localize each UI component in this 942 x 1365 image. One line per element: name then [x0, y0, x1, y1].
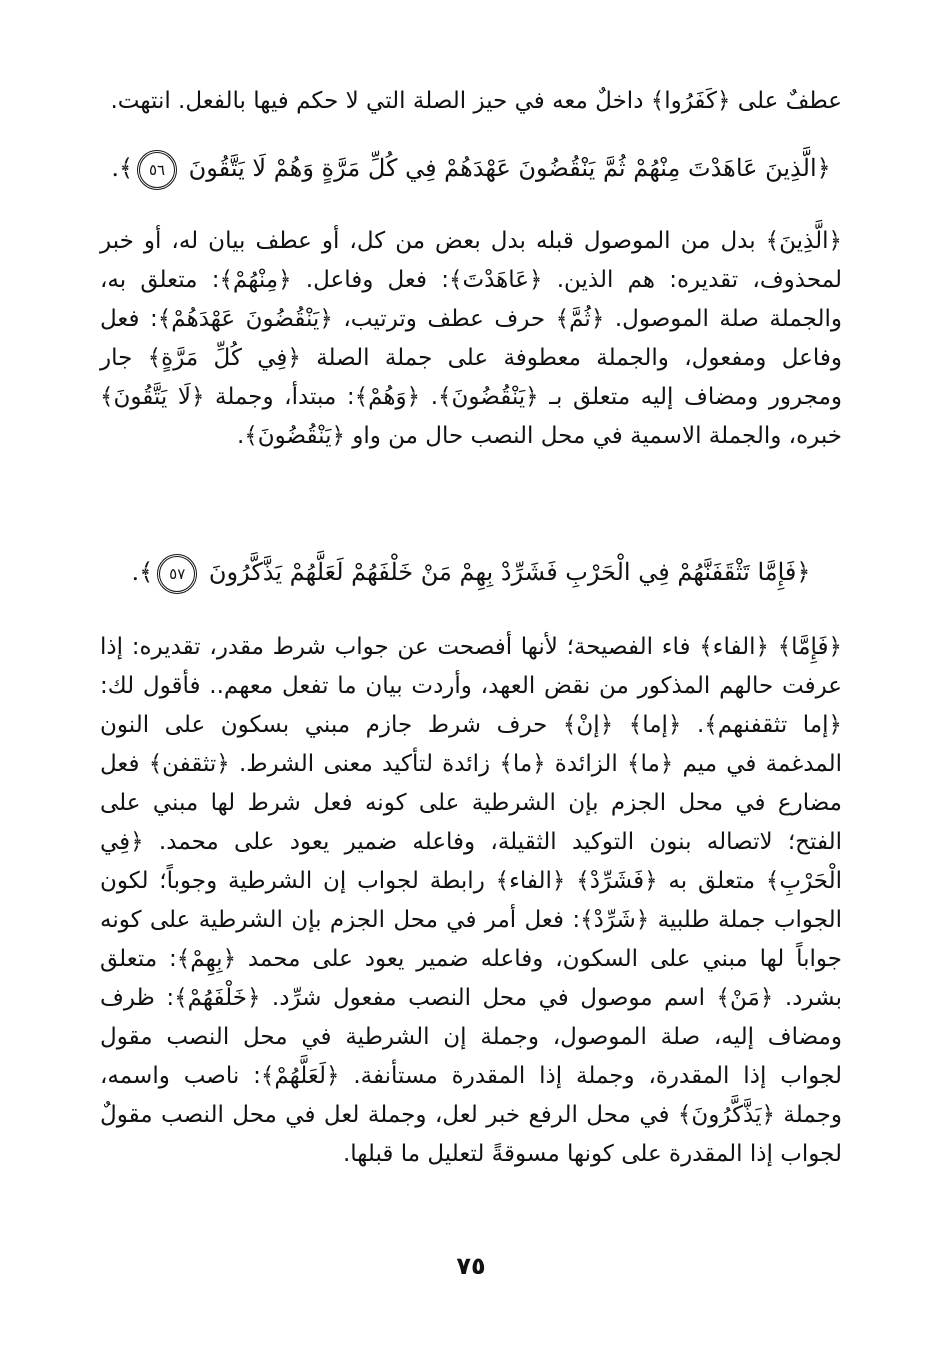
verse-text: ﴿الَّذِينَ عَاهَدْتَ مِنْهُمْ ثُمَّ يَنْقُضُونَ عَهْدَهُمْ فِي كُلِّ مَرَّةٍ وَهُمْ لَا يَتَّقُونَ — [188, 154, 831, 182]
verse-end: ﴾. — [111, 154, 134, 182]
quran-verse-56 — [100, 148, 842, 190]
paragraph-intro: عطفٌ على ﴿كَفَرُوا﴾ داخلٌ معه في حيز الصلة التي لا حكم فيها بالفعل. انتهت. — [110, 88, 842, 114]
ayah-number-icon: ٥٧ — [157, 554, 197, 594]
quran-verse-57 — [100, 552, 842, 594]
verse-end: ﴾. — [131, 558, 154, 586]
paragraph-parsing-57: ﴿فَإِمَّا﴾ ﴿الفاء﴾ فاء الفصيحة؛ لأنها أفصحت عن جواب شرط مقدر، تقديره: إذا عرفت حالهم المذكور من نقض العهد، وأردت بيان ما تفعل معهم.. فأقول لك: ﴿إما تثقفنهم﴾. ﴿إما﴾ ﴿إنْ﴾ حرف شرط جازم مبني بسكون على النون المدغمة في ميم ﴿ما﴾ الزائدة ﴿ما﴾ زائدة لتأكيد معنى الشرط. ﴿تثقفن﴾ فعل مضارع في محل الجزم بإن الشرطية على كونه فعل شرط لها مبني على الفتح؛ لاتصاله بنون التوكيد الثقيلة، وفاعله ضمير يعود على محمد. ﴿فِي الْحَرْبِ﴾ متعلق به ﴿فَشَرِّدْ﴾ ﴿الفاء﴾ رابطة لجواب إن الشرطية وجوباً؛ لكون الجواب جملة طلبية ﴿شَرِّدْ﴾: فعل أمر في محل الجزم بإن الشرطية على كونه جواباً لها مبني على السكون، وفاعله ضمير يعود على محمد ﴿بِهِمْ﴾: متعلق بشرد. ﴿مَنْ﴾ اسم موصول في محل النصب مفعول شرِّد. ﴿خَلْفَهُمْ﴾: ظرف ومضاف إليه، صلة الموصول، وجملة إن الشرطية في محل النصب مقول لجواب إذا المقدرة، وجملة إذا المقدرة مستأنفة. ﴿لَعَلَّهُمْ﴾: ناصب واسمه، وجملة ﴿يَذَّكَّرُونَ﴾ في محل الرفع خبر لعل، وجملة لعل في محل النصب مقولٌ لجواب إذا المقدرة على كونها مسوقةً لتعليل ما قبلها. — [100, 634, 842, 1167]
page-number: ٧٥ — [456, 1252, 486, 1280]
verse-text: ﴿فَإِمَّا تَثْقَفَنَّهُمْ فِي الْحَرْبِ فَشَرِّدْ بِهِمْ مَنْ خَلْفَهُمْ لَعَلَّهُمْ يَذَّكَّرُونَ — [208, 558, 811, 586]
paragraph-parsing-56: ﴿الَّذِينَ﴾ بدل من الموصول قبله بدل بعض من كل، أو عطف بيان له، أو خبر لمحذوف، تقديره: هم الذين. ﴿عَاهَدْتَ﴾: فعل وفاعل. ﴿مِنْهُمْ﴾: متعلق به، والجملة صلة الموصول. ﴿ثُمَّ﴾ حرف عطف وترتيب، ﴿يَنْقُضُونَ عَهْدَهُمْ﴾: فعل وفاعل ومفعول، والجملة معطوفة على جملة الصلة ﴿فِي كُلِّ مَرَّةٍ﴾ جار ومجرور ومضاف إليه متعلق بـ ﴿يَنْقُضُونَ﴾. ﴿وَهُمْ﴾: مبتدأ، وجملة ﴿لَا يَتَّقُونَ﴾ خبره، والجملة الاسمية في محل النصب حال من واو ﴿يَنْقُضُونَ﴾. — [100, 228, 842, 449]
ayah-number-icon: ٥٦ — [137, 150, 177, 190]
